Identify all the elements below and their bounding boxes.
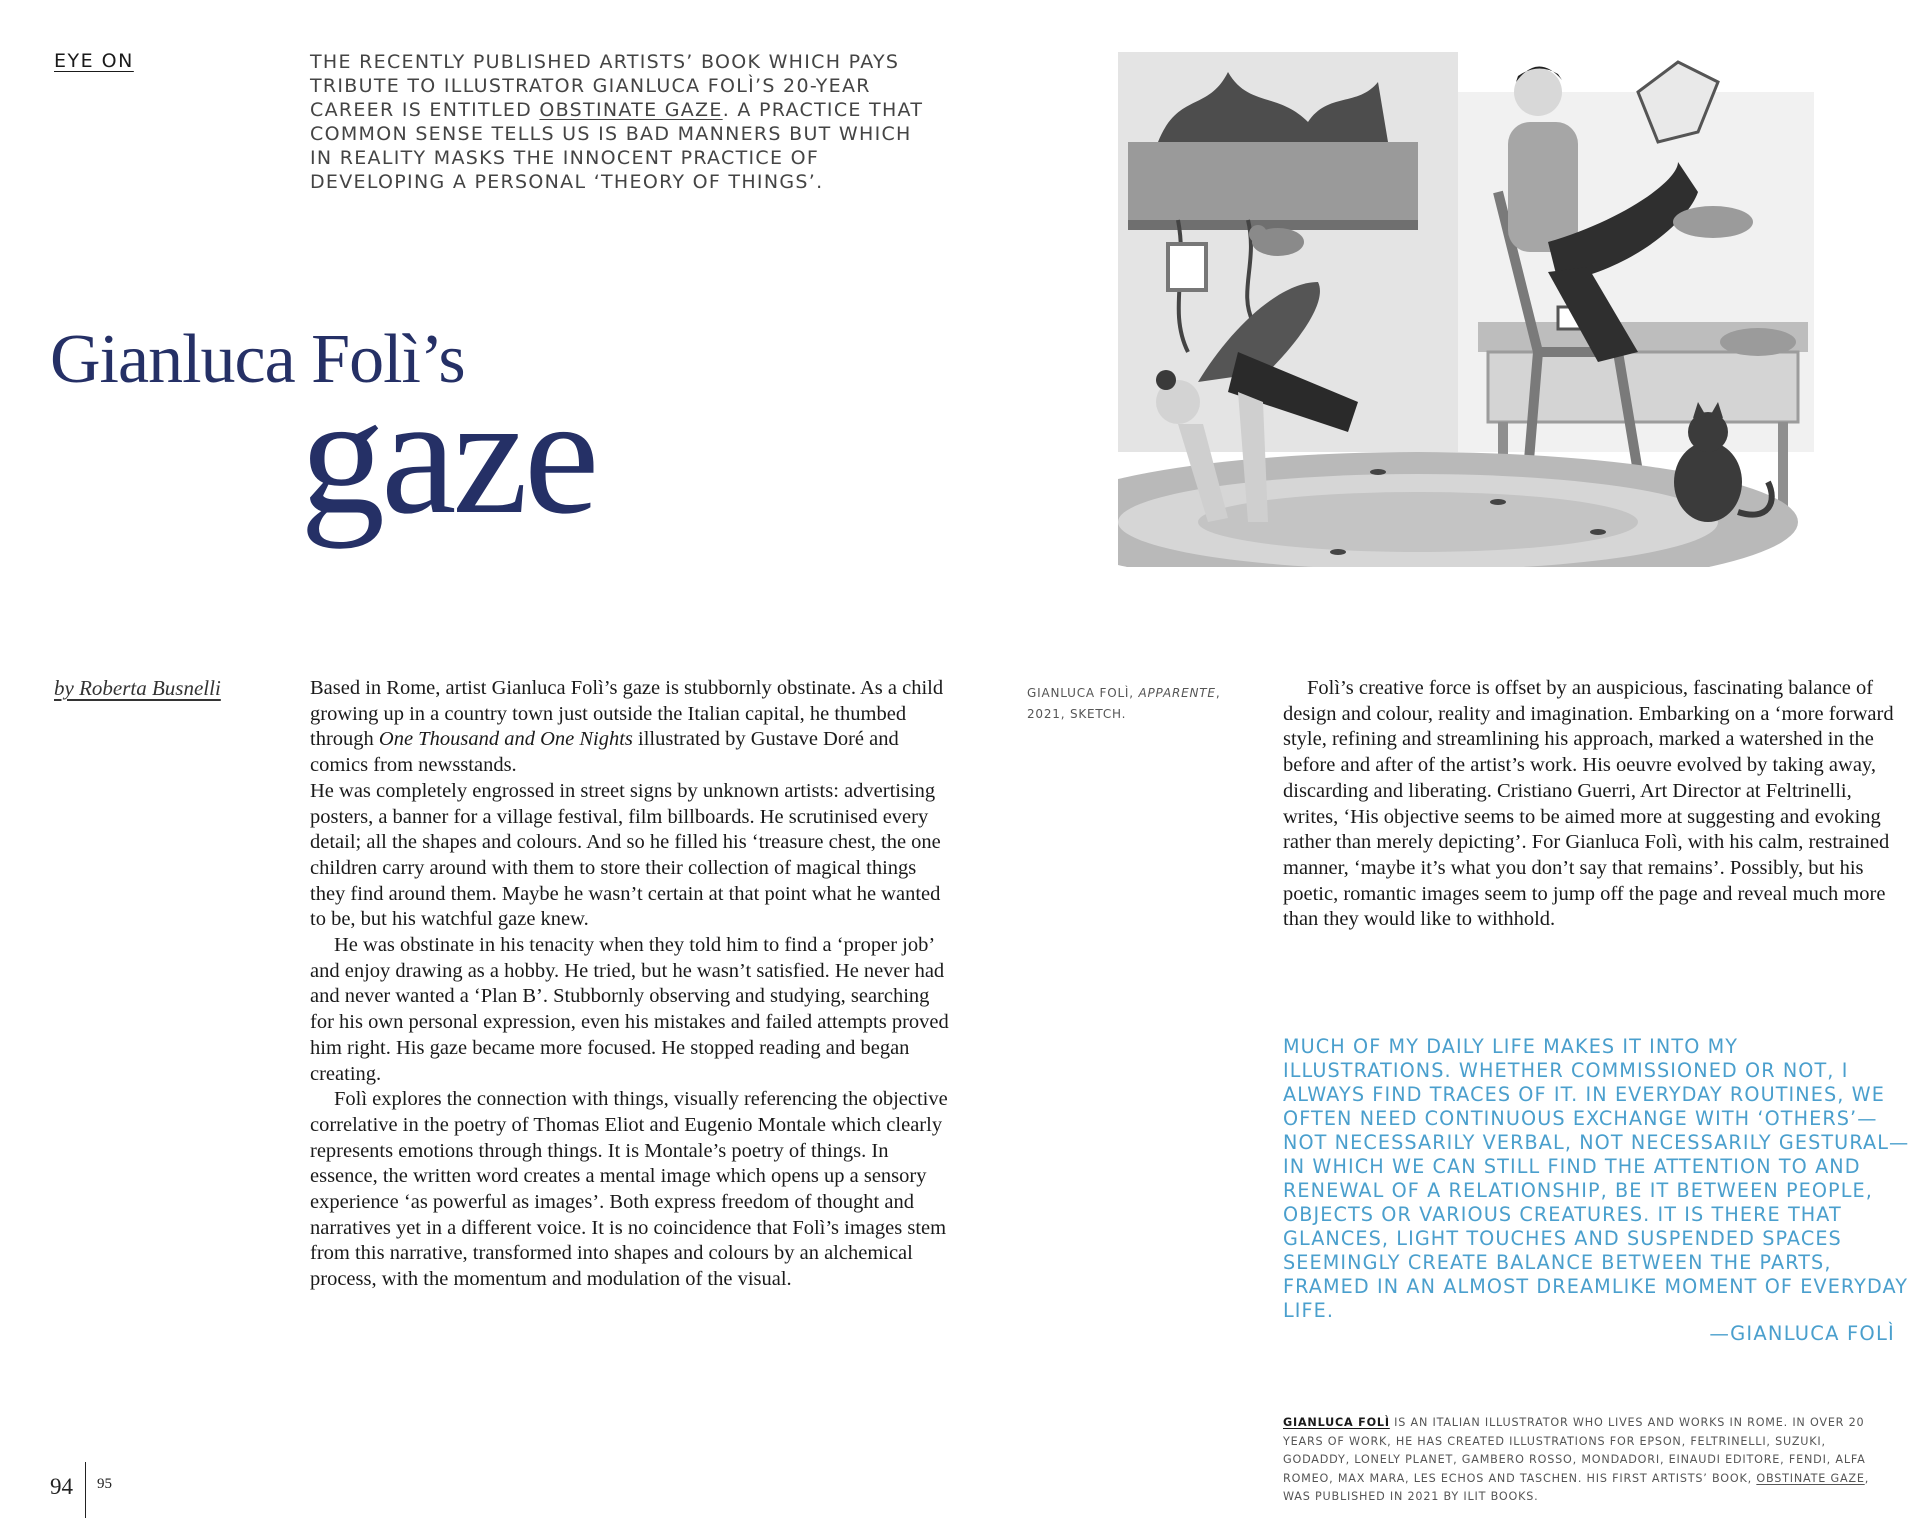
headline-line2: gaze xyxy=(300,361,596,549)
deck-text-start: THE RECENTLY PUBLISHED ARTISTS’ BOOK WHICH PAYS TRIBUTE TO ILLUSTRATOR GIANLUCA FOLÌ’S 20-YEAR CAREER IS ENTITLED xyxy=(310,51,900,121)
pull-quote-attribution: —GIANLUCA FOLÌ xyxy=(1709,1322,1895,1345)
paragraph-3: He was obstinate in his tenacity when they told him to find a ‘proper job’ and enjoy drawing as a hobby. He tried, but he wasn’t satisfied. He never had and never wanted a ‘Plan B’. Stubbornly observing and studying, searching for his own personal expression, even his mistakes and failed attempts proved him right. His gaze became more focused. He stopped reading and began creating. xyxy=(310,934,949,1085)
intro-deck xyxy=(310,50,930,194)
paragraph-1-text-b: illustrated by Gustave Doré and comics from newsstands. xyxy=(310,728,899,777)
folio-divider xyxy=(85,1462,86,1518)
bio-book-title: OBSTINATE GAZE xyxy=(1756,1471,1865,1485)
deck-text-end: . A PRACTICE THAT COMMON SENSE TELLS US IS BAD MANNERS BUT WHICH IN REALITY MASKS THE INNOCENT PRACTICE OF DEVELOPING A PERSONAL ‘THEORY OF THINGS’. xyxy=(310,99,924,193)
bio-text: IS AN ITALIAN ILLUSTRATOR WHO LIVES AND WORKS IN ROME. IN OVER 20 YEARS OF WORK, HE HAS CREATED ILLUSTRATIONS FOR EPSON, FELTRINELLI, SUZUKI, GODADDY, LONELY PLANET, GAMBERO ROSSO, MONDADORI, EINAUDI EDITORE, FENDI, ALFA ROMEO, MAX MARA, LES ECHOS AND TASCHEN. HIS FIRST ARTISTS’ BOOK, xyxy=(1283,1416,1866,1485)
artist-bio xyxy=(1283,1414,1895,1507)
bio-text-end: , WAS PUBLISHED IN 2021 BY ILIT BOOKS. xyxy=(1283,1471,1870,1503)
paragraph-5: Folì’s creative force is offset by an auspicious, fascinating balance of design and colour, reality and imagination. Embarking on a ‘more forward style, refining and streamlining his approach, marked a watershed in the before and after of the artist’s work. His oeuvre evolved by taking away, discarding and liberating. Cristiano Guerri, Art Director at Feltrinelli, writes, ‘His objective seems to be aimed more at suggesting and evoking rather than merely depicting’. For Gianluca Folì, with his calm, restrained manner, ‘maybe it’s what you don’t say that remains’. Possibly, but his poetic, romantic images seem to jump off the page and reveal much more than they would like to withhold. xyxy=(1283,677,1894,931)
headline-line1: Gianluca Folì’s xyxy=(50,321,465,398)
bio-artist-name: GIANLUCA FOLÌ xyxy=(1283,1416,1390,1429)
deck-book-title: OBSTINATE GAZE xyxy=(539,99,723,121)
paragraph-2: He was completely engrossed in street signs by unknown artists: advertising posters, a banner for a village festival, film billboards. He scrutinised every detail; all the shapes and colours. And so he filled his ‘treasure chest, the one children carry around with them to store their collection of magical things they find around them. Maybe he wasn’t certain at that point what he wanted to be, but his watchful gaze knew. xyxy=(310,779,941,931)
paragraph-4: Folì explores the connection with things, visually referencing the objective correlative in the poetry of Thomas Eliot and Eugenio Montale which clearly represents emotions through things. It is Montale’s poetry of things. In essence, the written word creates a mental image which opens up a sensory experience ‘as powerful as images’. Both express freedom of thought and narratives yet in a different voice. It is no coincidence that Folì’s images stem from this narrative, transformed into shapes and colours by an alchemical process, with the momentum and modulation of the visual. xyxy=(310,1088,948,1291)
article-column-1 xyxy=(310,676,950,1293)
article-column-2 xyxy=(1283,676,1903,933)
pull-quote: MUCH OF MY DAILY LIFE MAKES IT INTO MY ILLUSTRATIONS. WHETHER COMMISSIONED OR NOT, I ALWAYS FIND TRACES OF IT. IN EVERYDAY ROUTINES, WE OFTEN NEED CONTINUOUS EXCHANGE WITH ‘OTHERS’—NOT NECESSARILY VERBAL, NOT NECESSARILY GESTURAL—IN WHICH WE CAN STILL FIND THE ATTENTION TO AND RENEWAL OF A RELATIONSHIP, BE IT BETWEEN PEOPLE, OBJECTS OR VARIOUS CREATURES. IT IS THERE THAT GLANCES, LIGHT TOUCHES AND SUSPENDED SPACES SEEMINGLY CREATE BALANCE BETWEEN THE PARTS, FRAMED IN AN ALMOST DREAMLIKE MOMENT OF EVERYDAY LIFE. xyxy=(1283,1035,1910,1322)
page-number-left: 94 xyxy=(50,1474,73,1499)
byline: by Roberta Busnelli xyxy=(54,676,221,700)
paragraph-1 xyxy=(310,676,950,779)
section-label: EYE ON xyxy=(54,50,134,72)
image-caption xyxy=(1027,683,1257,725)
page-number-right: 95 xyxy=(97,1476,112,1492)
illustration-apparente xyxy=(1118,52,1814,567)
caption-work-title: APPARENTE xyxy=(1138,686,1216,700)
paragraph-1-text-a: Based in Rome, artist Gianluca Folì’s gaze is stubbornly obstinate. As a child growing up in a country town just outside the Italian capital, he thumbed through xyxy=(310,677,944,751)
book-title-italic: One Thousand and One Nights xyxy=(378,728,633,751)
caption-artist: GIANLUCA FOLÌ, xyxy=(1027,686,1139,700)
caption-details: , 2021, SKETCH. xyxy=(1027,686,1221,721)
